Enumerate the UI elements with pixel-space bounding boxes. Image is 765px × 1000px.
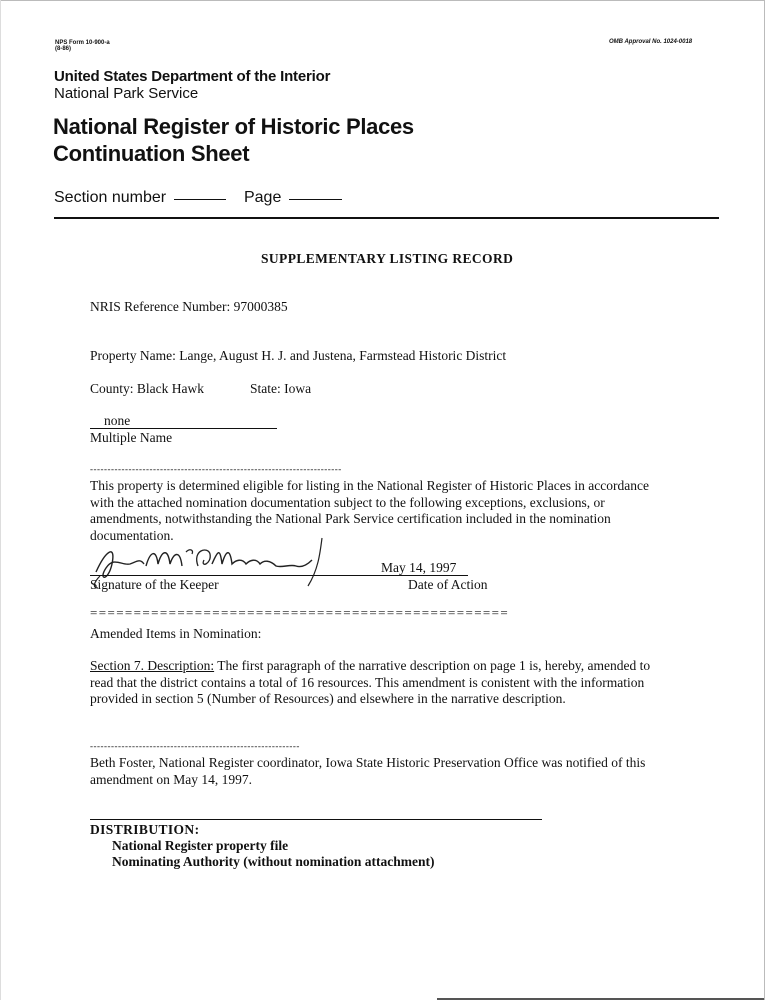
amended-items-heading: Amended Items in Nomination:	[90, 626, 262, 641]
multiple-name-underline	[90, 428, 277, 429]
page-label: Page	[243, 189, 282, 206]
section7-text: The first paragraph of the narrative description on page 1 is, hereby, amended to read that the district contains a total of 16 resources. This amendment is conistent with the information provided in section 5 (Number of Resources) and elsewhere in the narrative description.	[90, 658, 651, 706]
property-name: Property Name: Lange, August H. J. and Justena, Farmstead Historic District	[90, 348, 507, 363]
header-rule	[54, 217, 719, 219]
record-heading: SUPPLEMENTARY LISTING RECORD	[261, 251, 514, 266]
distribution-item-nominating-authority: Nominating Authority (without nomination attachment)	[112, 854, 435, 869]
date-of-action-label: Date of Action	[408, 577, 488, 592]
county: County: Black Hawk	[90, 381, 204, 396]
distribution-rule	[90, 819, 542, 820]
signature-label: Signature of the Keeper	[90, 577, 219, 592]
multiple-name-value: none	[104, 413, 131, 428]
notification-statement: Beth Foster, National Register coordinator, Iowa State Historic Preservation Office was notified of this amendment on May 14, 1997.	[90, 755, 646, 787]
section-number-label: Section number	[54, 189, 167, 206]
department-name: United States Department of the Interior	[54, 68, 331, 85]
distribution-item-property-file: National Register property file	[112, 838, 289, 853]
separator-dashes-1: ------------------------------------------------------------------------	[90, 464, 342, 474]
form-title-line2: Continuation Sheet	[53, 141, 250, 166]
multiple-name-label: Multiple Name	[90, 430, 173, 445]
page-border-left	[0, 0, 1, 1000]
separator-equals: ================================================	[90, 606, 510, 620]
page-border-top	[0, 0, 764, 1]
form-title-line1: National Register of Historic Places	[53, 114, 414, 139]
determination-statement: This property is determined eligible for listing in the National Register of Historic Places in accordance with the attached nomination documentation subject to the following exceptions, exclusions, or amendments, notwithstanding the National Park Service certification included in the nomination documentation.	[90, 478, 649, 543]
section7-label: Section 7. Description:	[90, 658, 215, 673]
separator-dashes-2: ------------------------------------------------------------	[90, 741, 300, 751]
action-date: May 14, 1997	[381, 560, 457, 575]
state: State: Iowa	[250, 381, 312, 396]
distribution-heading: DISTRIBUTION:	[90, 822, 200, 837]
section-number-blank	[174, 199, 226, 200]
form-number: NPS Form 10-900-a	[55, 40, 110, 46]
page-blank	[289, 199, 342, 200]
section-number-row	[54, 189, 342, 207]
form-date: (8-86)	[55, 46, 72, 52]
omb-approval: OMB Approval No. 1024-0018	[609, 39, 693, 45]
section7-amendment	[90, 658, 670, 708]
agency-name: National Park Service	[54, 85, 199, 102]
nris-reference: NRIS Reference Number: 97000385	[90, 299, 288, 314]
